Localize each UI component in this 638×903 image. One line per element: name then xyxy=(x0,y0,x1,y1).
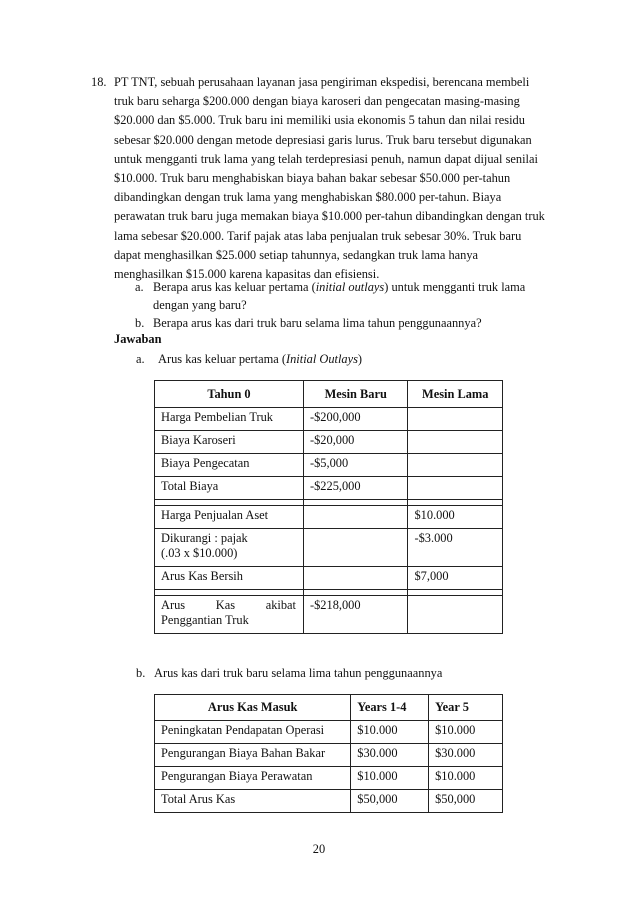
page-number: 20 xyxy=(312,842,326,856)
table-cell: Total Biaya xyxy=(155,477,304,500)
table-cell: Total Arus Kas xyxy=(155,790,351,813)
table-cell: -$20,000 xyxy=(303,431,408,454)
table-row xyxy=(155,454,503,477)
table-cell: $30.000 xyxy=(429,744,503,767)
table1-header: Mesin Lama xyxy=(408,381,503,408)
table-cell: Biaya Karoseri xyxy=(155,431,304,454)
table-row xyxy=(155,744,503,767)
table-row xyxy=(155,506,503,529)
question-line: PT TNT, sebuah perusahaan layanan jasa pengiriman ekspedisi, berencana membeli xyxy=(114,75,530,89)
table-cell: Harga Pembelian Truk xyxy=(155,408,304,431)
table-cell: Peningkatan Pendapatan Operasi xyxy=(155,721,351,744)
table-cell: -$3.000 xyxy=(408,529,503,567)
cell-line: Penggantian Truk xyxy=(161,613,249,627)
sub-question-a-line2: dengan yang baru? xyxy=(153,298,247,312)
table-cell: $50,000 xyxy=(429,790,503,813)
cell-line: (.03 x $10.000) xyxy=(161,546,238,560)
answer-a xyxy=(136,352,362,367)
table-row xyxy=(155,790,503,813)
table-cell: $10.000 xyxy=(429,767,503,790)
table-cell: $30.000 xyxy=(351,744,429,767)
table2-header: Years 1-4 xyxy=(351,695,429,721)
table-cell: Arus Kas Bersih xyxy=(155,567,304,590)
table-row xyxy=(155,767,503,790)
table-cell xyxy=(155,596,304,634)
sub-question-b xyxy=(135,314,482,332)
question-number: 18. xyxy=(91,75,107,89)
question-line: truk baru seharga $200.000 dengan biaya karoseri dan pengecatan masing-masing xyxy=(114,94,520,109)
sub-question-b-label: b. xyxy=(135,316,145,330)
table-row xyxy=(155,596,503,634)
table-cell xyxy=(303,529,408,567)
table-cell: -$225,000 xyxy=(303,477,408,500)
table-cell xyxy=(408,454,503,477)
table-cell: $10.000 xyxy=(429,721,503,744)
sub-question-a xyxy=(135,278,565,314)
sub-question-a-label: a. xyxy=(135,280,144,294)
table-cell xyxy=(303,506,408,529)
table-cell: -$200,000 xyxy=(303,408,408,431)
sub-question-a-italic: initial outlays xyxy=(315,280,385,294)
answer-b-text: Arus kas dari truk baru selama lima tahun penggunaannya xyxy=(154,666,443,680)
table1-header: Mesin Baru xyxy=(303,381,408,408)
table2-header: Year 5 xyxy=(429,695,503,721)
answer-heading: Jawaban xyxy=(114,332,162,346)
question-line: $20.000 dan $5.000. Truk baru ini memiliki usia ekonomis 5 tahun dan nilai residu xyxy=(114,113,525,128)
table-cell xyxy=(408,408,503,431)
question-line: untuk mengganti truk lama yang telah terdepresiasi penuh, namun dapat dijual senilai xyxy=(114,151,538,166)
table-cell: Biaya Pengecatan xyxy=(155,454,304,477)
question-line: dapat menghasilkan $25.000 setiap tahunnya, sedangkan truk lama hanya xyxy=(114,247,479,262)
table-cell: $7,000 xyxy=(408,567,503,590)
table2-header: Arus Kas Masuk xyxy=(155,695,351,721)
question-paragraph xyxy=(114,73,562,284)
table-cell xyxy=(408,596,503,634)
table-row xyxy=(155,408,503,431)
table-cell: -$5,000 xyxy=(303,454,408,477)
cell-line: Dikurangi : pajak xyxy=(161,531,248,545)
table-cell: $50,000 xyxy=(351,790,429,813)
question-line: lama sebesar $20.000. Tarif pajak atas laba penjualan truk sebesar 30%. Truk baru xyxy=(114,228,522,243)
table-cell xyxy=(155,529,304,567)
sub-question-a-text: Berapa arus kas keluar pertama ( xyxy=(153,280,316,294)
table-row xyxy=(155,721,503,744)
table-cell: $10.000 xyxy=(408,506,503,529)
question-line: menghasilkan $15.000 karena kapasitas dan efisiensi. xyxy=(114,267,380,282)
table-row xyxy=(155,529,503,567)
table-cell: $10.000 xyxy=(351,721,429,744)
table-cell: Pengurangan Biaya Bahan Bakar xyxy=(155,744,351,767)
table1-header: Tahun 0 xyxy=(155,381,304,408)
answer-b-label: b. xyxy=(136,666,146,680)
table-row xyxy=(155,431,503,454)
table-cell xyxy=(408,431,503,454)
sub-question-b-text: Berapa arus kas dari truk baru selama lima tahun penggunaannya? xyxy=(153,316,482,330)
table-row xyxy=(155,567,503,590)
question-line: dibandingkan dengan truk lama yang menghabiskan $80.000 per-tahun. Biaya xyxy=(114,190,502,205)
question-line: sebesar $20.000 dengan metode depresiasi garis lurus. Truk baru tersebut digunakan xyxy=(114,132,532,147)
answer-a-text-end: ) xyxy=(357,352,363,366)
sub-question-a-text-end: ) untuk mengganti truk lama xyxy=(384,280,526,294)
table-cell: -$218,000 xyxy=(303,596,408,634)
table-cell: $10.000 xyxy=(351,767,429,790)
answer-a-label: a. xyxy=(136,352,145,366)
question-line: perawatan truk baru juga memakan biaya $10.000 per-tahun dibandingkan dengan truk xyxy=(114,209,545,224)
table-row xyxy=(155,477,503,500)
cell-line: Arus Kas akibat xyxy=(161,598,296,612)
cash-inflow-table xyxy=(154,694,503,813)
initial-outlays-table xyxy=(154,380,503,634)
table-cell: Pengurangan Biaya Perawatan xyxy=(155,767,351,790)
question-line: $10.000. Truk baru menghabiskan biaya bahan bakar sebesar $50.000 per-tahun xyxy=(114,171,511,186)
table-cell xyxy=(408,477,503,500)
table-cell: Harga Penjualan Aset xyxy=(155,506,304,529)
answer-a-italic: Initial Outlays xyxy=(285,352,358,366)
answer-b xyxy=(136,666,442,681)
answer-a-text: Arus kas keluar pertama ( xyxy=(158,352,286,366)
table-cell xyxy=(303,567,408,590)
